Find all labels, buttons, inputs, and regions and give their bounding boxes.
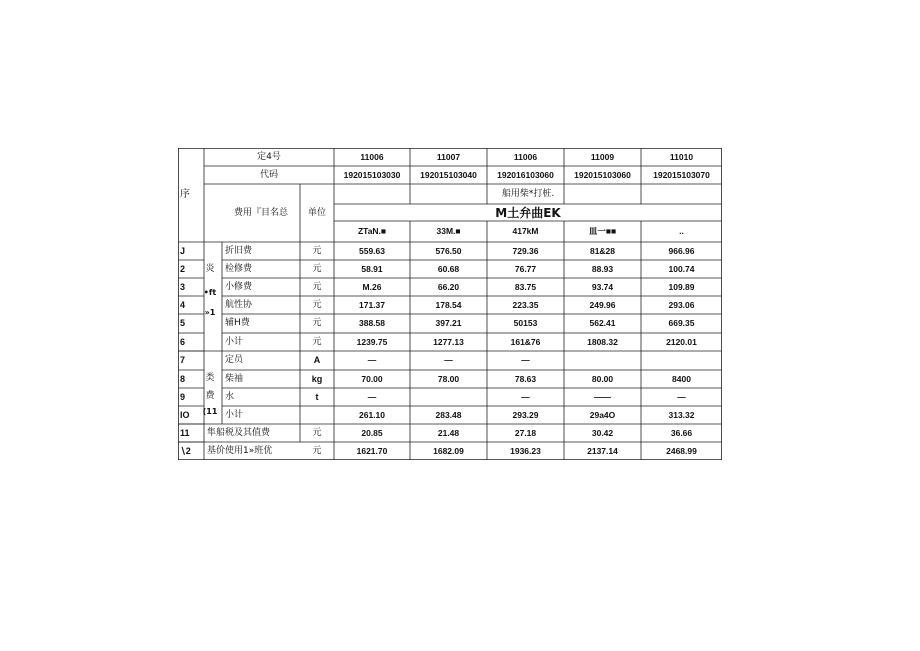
row-value: 261.10 — [359, 409, 385, 420]
row-value: 100.74 — [668, 263, 695, 274]
row-value: 20.85 — [361, 427, 383, 438]
side-label-a-2: •ft — [203, 288, 217, 297]
row-value: 293.29 — [512, 409, 539, 420]
row-value: 58.91 — [361, 263, 383, 274]
row-value: 60.68 — [437, 263, 460, 274]
row-name: 折旧费 — [225, 245, 253, 256]
quota-no-label: 定4号 — [257, 151, 281, 162]
row-value: 29a4O — [589, 409, 616, 420]
quota-number: 11006 — [360, 151, 384, 162]
row-value: 70.00 — [361, 373, 383, 384]
row-name: 小计 — [225, 409, 244, 420]
row-value: 2468.99 — [666, 445, 697, 456]
row-value: 80.00 — [591, 373, 614, 384]
row-unit: A — [313, 355, 321, 365]
row-value: 1239.75 — [356, 336, 388, 347]
row-value: 576.50 — [435, 245, 462, 256]
spec-label: 皿一■■ — [588, 226, 617, 237]
row-unit: 元 — [312, 336, 322, 347]
row-value: 30.42 — [591, 427, 614, 438]
row-value: — — [444, 355, 453, 366]
row-value: 2120.01 — [666, 336, 697, 347]
row-value — [564, 351, 641, 370]
row-value: — — [677, 391, 686, 402]
row-seq: 8 — [180, 373, 186, 384]
row-value: 293.06 — [668, 299, 695, 310]
spec-label: 417kM — [512, 226, 539, 237]
code-number: 192015103040 — [420, 169, 477, 180]
row-value: 1682.09 — [433, 445, 464, 456]
side-label-a-3: »1 — [204, 308, 216, 317]
row-value: 283.48 — [435, 409, 462, 420]
row-value: 93.74 — [591, 281, 614, 292]
row-seq: 4 — [180, 299, 186, 310]
row-value: 729.36 — [512, 245, 539, 256]
group-subtitle: M土弁曲EK — [495, 205, 561, 220]
row-value: 36.66 — [670, 427, 693, 438]
row-name: 柴袖 — [225, 373, 244, 384]
row-name: 检修费 — [225, 263, 253, 274]
quota-number: 11009 — [590, 151, 615, 162]
row-value: M.26 — [362, 281, 382, 292]
row-value: 178.54 — [435, 299, 462, 310]
row-value: 21.48 — [437, 427, 460, 438]
side-label-b-2: 费 — [205, 390, 215, 401]
row-seq: 5 — [180, 318, 186, 328]
seq-header: 序 — [180, 189, 190, 200]
row-seq: 2 — [180, 263, 186, 274]
row-seq: IO — [180, 409, 190, 420]
row-unit: 元 — [312, 263, 322, 274]
row-name: 基价使用1»班优 — [207, 445, 273, 456]
row-name: 辅H费 — [225, 318, 250, 328]
row-value: 50153 — [513, 318, 538, 329]
row-unit: 元 — [312, 245, 322, 256]
quota-number: 11007 — [436, 151, 461, 162]
row-value: 81&28 — [589, 245, 616, 256]
row-value: 1936.23 — [510, 445, 541, 456]
row-value: 313.32 — [668, 409, 695, 420]
side-label-b-1: 类 — [205, 372, 215, 383]
code-number: 192015103070 — [653, 169, 710, 180]
row-name: 小计 — [225, 336, 244, 347]
row-value — [641, 351, 722, 370]
row-value: — — [521, 391, 530, 402]
spec-label: 33M.■ — [436, 226, 461, 237]
row-unit: 元 — [312, 427, 322, 438]
row-name: 定员 — [225, 355, 244, 365]
row-value: 562.41 — [589, 318, 616, 329]
row-value: 966.96 — [668, 245, 695, 256]
row-name: 航性协 — [225, 299, 253, 310]
spec-label: ZTaN.■ — [357, 226, 387, 237]
row-seq: 9 — [180, 391, 186, 402]
side-label-a-1: 炎 — [205, 263, 215, 274]
row-value: 78.00 — [437, 373, 460, 384]
row-value: 669.35 — [668, 318, 695, 329]
row-value: 397.21 — [435, 318, 462, 329]
unit-label: 单位 — [307, 207, 326, 218]
row-unit: 元 — [312, 318, 322, 328]
row-value: — — [367, 391, 377, 402]
row-value: 78.63 — [514, 373, 537, 384]
row-value: —— — [594, 391, 611, 402]
row-name: 水 — [225, 391, 235, 402]
row-value: 171.37 — [359, 299, 385, 310]
row-unit: 元 — [312, 281, 322, 292]
row-unit: 元 — [312, 445, 322, 456]
row-unit: t — [315, 391, 319, 402]
code-label: 代码 — [259, 169, 278, 180]
row-value: 83.75 — [514, 281, 537, 292]
side-label-b-3: (11 — [202, 407, 218, 416]
row-seq: 6 — [180, 336, 186, 347]
rate-table — [178, 148, 722, 460]
row-value: 161&76 — [510, 336, 541, 347]
row-seq: J — [180, 245, 186, 256]
row-value: 559.63 — [359, 245, 385, 256]
row-value: 2137.14 — [587, 445, 618, 456]
row-unit: kg — [311, 373, 323, 384]
row-value: 223.35 — [512, 299, 539, 310]
row-value: 1277.13 — [433, 336, 464, 347]
row-unit: 元 — [312, 299, 322, 310]
row-seq: 7 — [180, 355, 186, 365]
code-number: 192015103060 — [574, 169, 631, 180]
row-value: 1621.70 — [356, 445, 388, 456]
row-value: 249.96 — [589, 299, 616, 310]
row-value: 76.77 — [514, 263, 537, 274]
quota-number: 11010 — [669, 151, 694, 162]
row-value — [410, 388, 487, 406]
row-unit — [300, 406, 334, 424]
row-value: 88.93 — [591, 263, 614, 274]
row-seq: ∖2 — [180, 445, 191, 456]
row-name: 隼船税及其值费 — [207, 427, 271, 438]
code-number: 192015103030 — [343, 169, 401, 180]
row-value: 388.58 — [359, 318, 385, 329]
row-value: — — [367, 355, 377, 366]
group-title: 船用柴*打桩. — [501, 188, 555, 199]
fee-item-label: 费用『目名总 — [233, 207, 288, 218]
row-name: 小修费 — [225, 281, 253, 292]
row-seq: 11 — [180, 427, 190, 438]
row-value: — — [521, 355, 530, 366]
row-value: 109.89 — [668, 281, 695, 292]
row-value: 1808.32 — [587, 336, 618, 347]
row-value: 27.18 — [514, 427, 537, 438]
row-value: 66.20 — [437, 281, 460, 292]
row-seq: 3 — [180, 281, 186, 292]
code-number: 192016103060 — [497, 169, 554, 180]
row-value: 8400 — [672, 373, 691, 384]
quota-number: 11006 — [513, 151, 538, 162]
spec-label: .. — [679, 226, 684, 237]
